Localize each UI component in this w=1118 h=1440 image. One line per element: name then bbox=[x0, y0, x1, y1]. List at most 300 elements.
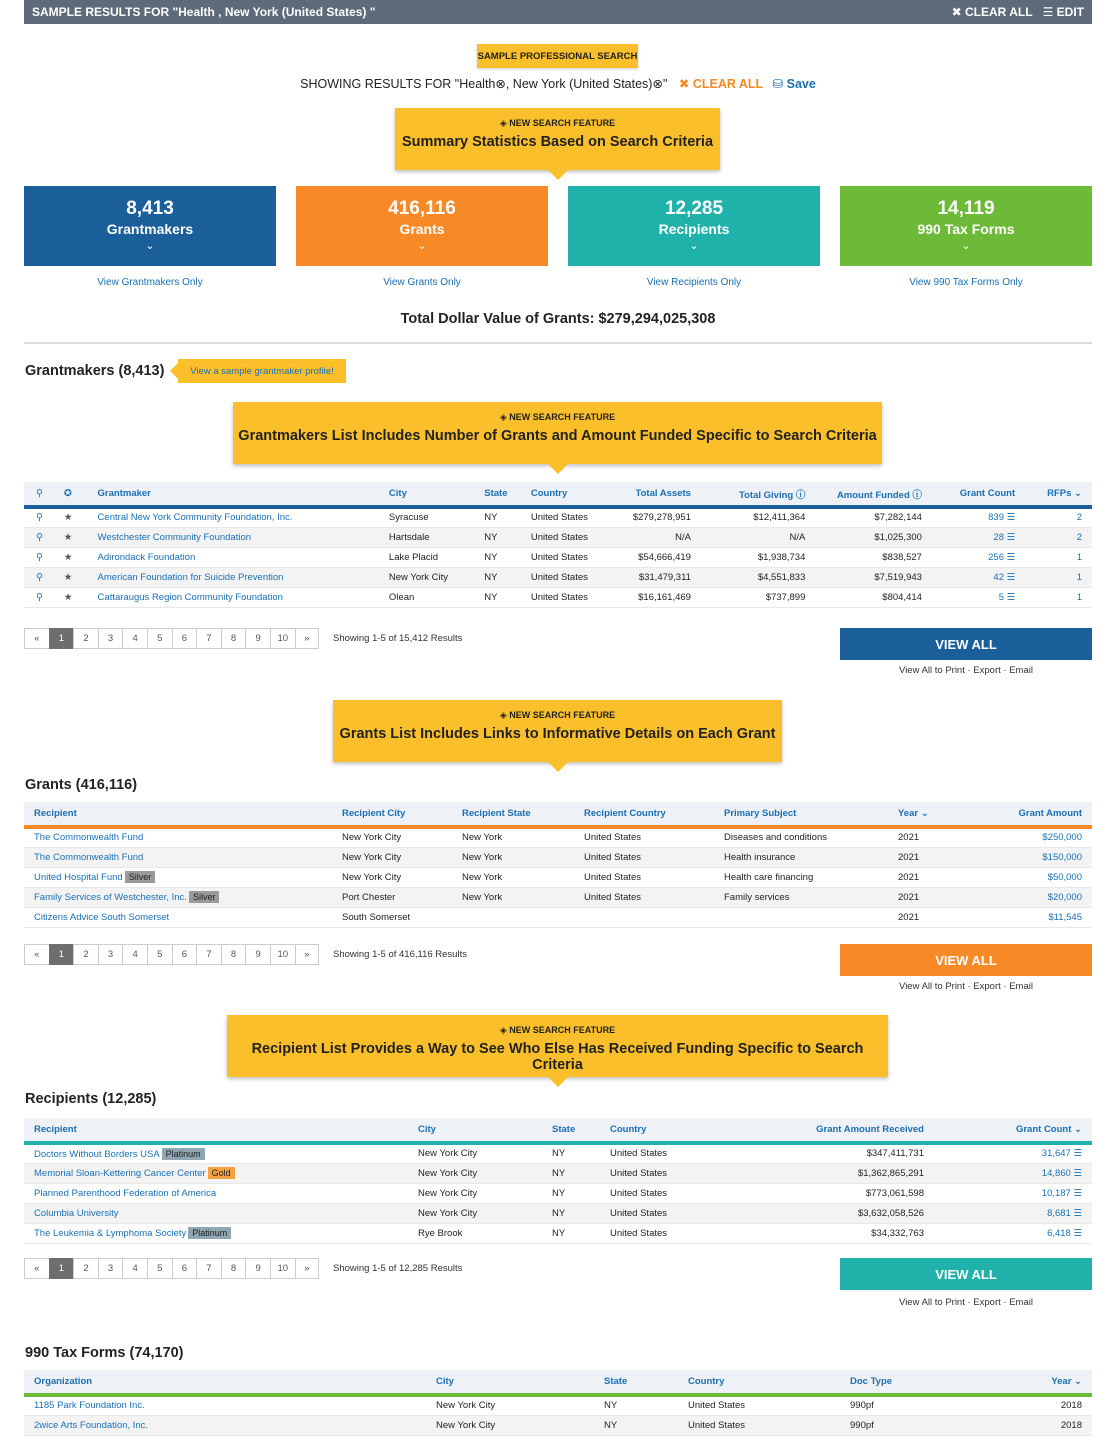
table-cell: $838,527 bbox=[815, 547, 932, 567]
table-cell: 2021 bbox=[888, 827, 958, 847]
pager-page[interactable]: 6 bbox=[172, 1258, 197, 1279]
grantmakers-section-title: Grantmakers (8,413) bbox=[25, 363, 165, 379]
grant-count-cell[interactable] bbox=[932, 527, 1025, 547]
star-icon[interactable]: ★ bbox=[58, 567, 88, 587]
pager-page[interactable]: 5 bbox=[147, 1258, 172, 1279]
recipient-link[interactable]: Doctors Without Borders USA bbox=[34, 1148, 160, 1160]
grant-amount-cell bbox=[958, 847, 1092, 867]
rfps-link[interactable]: 2 bbox=[1076, 512, 1082, 524]
col-grant-count[interactable]: Grant Count bbox=[932, 482, 1025, 507]
total-dollar-value: Total Dollar Value of Grants: $279,294,025,308 bbox=[400, 311, 716, 327]
grant-amount-link[interactable]: $20,000 bbox=[1047, 891, 1082, 903]
table-cell: NY bbox=[474, 587, 521, 607]
table-cell: Syracuse bbox=[379, 507, 474, 527]
table-cell: United States bbox=[521, 567, 616, 587]
table-cell: South Somerset bbox=[332, 907, 452, 927]
table-row bbox=[24, 1163, 1092, 1183]
grant-amount-link[interactable]: $11,545 bbox=[1048, 911, 1082, 923]
pager-page[interactable]: 2 bbox=[73, 628, 98, 649]
pager-next[interactable]: » bbox=[295, 628, 320, 649]
grant-count-link[interactable]: 839 bbox=[988, 512, 1004, 524]
organization-link[interactable]: 2wice Arts Foundation, Inc. bbox=[34, 1419, 149, 1431]
favorite-icon[interactable]: ✪ bbox=[58, 482, 88, 507]
stat-grantmakers[interactable] bbox=[24, 186, 276, 266]
callout-tag: NEW SEARCH FEATURE bbox=[509, 412, 616, 422]
grantmaker-link[interactable]: Cattaraugus Region Community Foundation bbox=[97, 591, 283, 603]
col-recipient-state[interactable]: Recipient State bbox=[452, 802, 574, 827]
table-cell: United States bbox=[600, 1143, 740, 1163]
recipient-link[interactable]: The Commonwealth Fund bbox=[34, 832, 144, 844]
table-cell: $3,632,058,526 bbox=[740, 1203, 934, 1223]
col-year-label: Year bbox=[898, 808, 919, 819]
table-cell: New York City bbox=[408, 1143, 542, 1163]
table-cell: 990pf bbox=[840, 1395, 990, 1415]
grantmaker-cell bbox=[88, 547, 379, 567]
table-cell: NY bbox=[594, 1415, 678, 1435]
table-cell: 2021 bbox=[888, 867, 958, 887]
table-row bbox=[24, 507, 1092, 527]
showing-mid: , New York (United States) bbox=[505, 77, 653, 91]
pager-page[interactable]: 7 bbox=[196, 944, 221, 965]
pager-page[interactable]: 3 bbox=[98, 628, 123, 649]
table-row bbox=[24, 567, 1092, 587]
pager-page[interactable]: 4 bbox=[122, 628, 147, 649]
grant-count-link[interactable]: 5 bbox=[998, 591, 1004, 603]
pager-page[interactable]: 10 bbox=[270, 944, 295, 965]
seal-badge[interactable]: Platinum bbox=[162, 1148, 205, 1160]
table-cell bbox=[452, 907, 574, 927]
results-header-title: SAMPLE RESULTS FOR "Health , New York (United States) " bbox=[32, 5, 376, 19]
table-cell: United States bbox=[574, 867, 714, 887]
feature-icon: ◈ bbox=[499, 118, 510, 128]
col-grant-count[interactable] bbox=[934, 1118, 1092, 1143]
remove-location-icon[interactable]: ⊗ bbox=[652, 77, 663, 91]
col-country[interactable]: Country bbox=[678, 1370, 840, 1395]
col-grantmaker[interactable]: Grantmaker bbox=[88, 482, 379, 507]
table-cell: 990pf bbox=[840, 1415, 990, 1435]
star-icon[interactable]: ★ bbox=[58, 507, 88, 527]
recipients-view-all-button[interactable]: VIEW ALL bbox=[840, 1258, 1092, 1290]
table-cell: United States bbox=[521, 527, 616, 547]
table-cell: N/A bbox=[616, 527, 701, 547]
grants-view-all-button[interactable]: VIEW ALL bbox=[840, 944, 1092, 976]
list-icon: ☰ bbox=[1070, 1148, 1082, 1160]
edit-button[interactable]: ☰ EDIT bbox=[1042, 5, 1084, 19]
sample-search-button[interactable]: SAMPLE PROFESSIONAL SEARCH bbox=[477, 44, 638, 68]
pager-page[interactable]: 7 bbox=[196, 1258, 221, 1279]
table-cell: 2018 bbox=[990, 1395, 1092, 1415]
pager-next[interactable]: » bbox=[295, 1258, 320, 1279]
callout-title: Grants List Includes Links to Informative Details on Each Grant bbox=[339, 726, 776, 742]
seal-badge[interactable]: Platinum bbox=[188, 1227, 231, 1239]
rfps-link[interactable]: 1 bbox=[1076, 551, 1082, 563]
table-row bbox=[24, 587, 1092, 607]
grantmakers-feature-callout bbox=[233, 402, 882, 464]
rfps-cell[interactable] bbox=[1025, 567, 1092, 587]
seal-badge[interactable]: Silver bbox=[189, 891, 220, 903]
table-cell: New York City bbox=[408, 1203, 542, 1223]
table-cell: New York City bbox=[332, 827, 452, 847]
grant-count-cell[interactable] bbox=[934, 1143, 1092, 1163]
grant-count-cell[interactable] bbox=[934, 1223, 1092, 1243]
grant-count-link[interactable]: 28 bbox=[993, 531, 1004, 543]
pager-page[interactable]: 3 bbox=[98, 1258, 123, 1279]
table-cell: United States bbox=[600, 1183, 740, 1203]
view-grants-only-link[interactable]: View Grants Only bbox=[383, 277, 461, 288]
table-cell: United States bbox=[521, 547, 616, 567]
organization-cell bbox=[24, 1395, 426, 1415]
list-icon: ☰ bbox=[1070, 1167, 1082, 1179]
pager-page[interactable]: 6 bbox=[172, 628, 197, 649]
col-recipient-city[interactable]: Recipient City bbox=[332, 802, 452, 827]
col-primary-subject[interactable]: Primary Subject bbox=[714, 802, 888, 827]
table-cell: United States bbox=[678, 1395, 840, 1415]
table-cell: $4,551,833 bbox=[701, 567, 815, 587]
results-header-bar bbox=[24, 0, 1092, 24]
pager-page[interactable]: 10 bbox=[270, 628, 295, 649]
pager-page[interactable]: 7 bbox=[196, 628, 221, 649]
table-cell: $54,666,419 bbox=[616, 547, 701, 567]
stat-number: 416,116 bbox=[388, 198, 456, 219]
col-organization[interactable]: Organization bbox=[24, 1370, 426, 1395]
grantmaker-link[interactable]: Westchester Community Foundation bbox=[97, 531, 252, 543]
table-cell: United States bbox=[600, 1203, 740, 1223]
table-cell: Olean bbox=[379, 587, 474, 607]
col-rfps[interactable] bbox=[1025, 482, 1092, 507]
col-recipient[interactable]: Recipient bbox=[24, 1118, 408, 1143]
callout-tag: NEW SEARCH FEATURE bbox=[509, 1025, 616, 1035]
recipient-link[interactable]: Planned Parenthood Federation of America bbox=[34, 1187, 217, 1199]
grants-section-title: Grants (416,116) bbox=[25, 777, 138, 793]
pager-prev[interactable]: « bbox=[24, 628, 49, 649]
view-tax-forms-only-link[interactable]: View 990 Tax Forms Only bbox=[909, 277, 1023, 288]
save-link[interactable] bbox=[773, 77, 816, 91]
recipient-cell bbox=[24, 827, 332, 847]
rfps-cell[interactable] bbox=[1025, 587, 1092, 607]
clear-all-link[interactable]: ✖ CLEAR ALL bbox=[678, 77, 764, 91]
table-cell: 2021 bbox=[888, 847, 958, 867]
grant-amount-link[interactable]: $250,000 bbox=[1042, 832, 1082, 844]
grantmakers-print-export-email[interactable]: View All to Print · Export · Email bbox=[899, 665, 1033, 676]
col-state[interactable]: State bbox=[542, 1118, 600, 1143]
grant-amount-cell bbox=[958, 907, 1092, 927]
rfps-link[interactable]: 1 bbox=[1076, 571, 1082, 583]
col-total-giving-label: Total Giving bbox=[739, 489, 794, 501]
recipient-link[interactable]: Citizens Advice South Somerset bbox=[34, 911, 170, 923]
pager-page[interactable]: 8 bbox=[221, 944, 246, 965]
recipients-feature-callout bbox=[227, 1015, 888, 1077]
grant-count-link[interactable]: 42 bbox=[993, 571, 1004, 583]
table-cell: $773,061,598 bbox=[740, 1183, 934, 1203]
table-cell: $1,025,300 bbox=[815, 527, 932, 547]
col-state[interactable]: State bbox=[594, 1370, 678, 1395]
grantmakers-view-all-button[interactable]: VIEW ALL bbox=[840, 628, 1092, 660]
star-icon[interactable]: ★ bbox=[58, 587, 88, 607]
col-recipient-country[interactable]: Recipient Country bbox=[574, 802, 714, 827]
track-icon[interactable]: ⚲ bbox=[24, 547, 58, 567]
table-cell: $737,899 bbox=[701, 587, 815, 607]
col-year[interactable] bbox=[888, 802, 958, 827]
pager-page[interactable]: 8 bbox=[221, 628, 246, 649]
callout-title: Grantmakers List Includes Number of Grants and Amount Funded Specific to Search Criteria bbox=[238, 428, 877, 444]
grant-count-cell[interactable] bbox=[932, 547, 1025, 567]
table-cell: NY bbox=[474, 547, 521, 567]
track-icon[interactable]: ⚲ bbox=[24, 507, 58, 527]
table-cell: NY bbox=[542, 1203, 600, 1223]
table-cell: Rye Brook bbox=[408, 1223, 542, 1243]
feature-icon: ◈ bbox=[499, 710, 510, 720]
table-cell bbox=[714, 907, 888, 927]
remove-health-icon[interactable]: ⊗ bbox=[495, 77, 506, 91]
callout-tag: NEW SEARCH FEATURE bbox=[509, 710, 616, 720]
table-cell: New York bbox=[452, 887, 574, 907]
pager-page[interactable]: 6 bbox=[172, 944, 197, 965]
pager-page[interactable]: 2 bbox=[73, 1258, 98, 1279]
table-cell: United States bbox=[574, 827, 714, 847]
recipients-section-title: Recipients (12,285) bbox=[25, 1091, 157, 1107]
grant-count-link[interactable]: 31,647 bbox=[1041, 1148, 1071, 1160]
col-grant-amount[interactable]: Grant Amount bbox=[958, 802, 1092, 827]
pager-page[interactable]: 3 bbox=[98, 944, 123, 965]
pager-page[interactable]: 2 bbox=[73, 944, 98, 965]
table-cell: New York City bbox=[332, 847, 452, 867]
callout-tag: NEW SEARCH FEATURE bbox=[509, 118, 616, 128]
pager-page[interactable]: 1 bbox=[49, 628, 74, 649]
stat-number: 12,285 bbox=[664, 198, 724, 219]
sample-profile-tip[interactable]: View a sample grantmaker profile! bbox=[178, 359, 346, 383]
recipient-link[interactable]: The Leukemia & Lymphoma Society bbox=[34, 1228, 187, 1239]
table-cell: NY bbox=[542, 1183, 600, 1203]
pager-page[interactable]: 5 bbox=[147, 944, 172, 965]
star-icon[interactable]: ★ bbox=[58, 547, 88, 567]
pager-page[interactable]: 4 bbox=[122, 944, 147, 965]
chevron-down-icon: ⌄ bbox=[1074, 488, 1082, 499]
grants-print-export-email[interactable]: View All to Print · Export · Email bbox=[899, 981, 1033, 992]
table-cell: New York City bbox=[426, 1415, 594, 1435]
table-row bbox=[24, 1143, 1092, 1163]
star-icon[interactable]: ★ bbox=[58, 527, 88, 547]
col-amount-funded-label: Amount Funded bbox=[836, 489, 910, 501]
seal-badge[interactable]: Gold bbox=[208, 1167, 235, 1179]
table-cell: $347,411,731 bbox=[740, 1143, 934, 1163]
col-city[interactable]: City bbox=[426, 1370, 594, 1395]
list-icon: ☰ bbox=[1004, 591, 1016, 603]
col-year[interactable] bbox=[990, 1370, 1092, 1395]
track-icon[interactable]: ⚲ bbox=[24, 587, 58, 607]
pager-page[interactable]: 4 bbox=[122, 1258, 147, 1279]
stat-recipients[interactable] bbox=[568, 186, 820, 266]
table-cell: Lake Placid bbox=[379, 547, 474, 567]
recipient-link[interactable]: The Commonwealth Fund bbox=[34, 851, 144, 863]
showing-prefix: SHOWING RESULTS FOR "Health bbox=[300, 77, 496, 91]
pager-page[interactable]: 1 bbox=[49, 1258, 74, 1279]
grantmaker-cell bbox=[88, 587, 379, 607]
table-cell: NY bbox=[542, 1143, 600, 1163]
table-row bbox=[24, 847, 1092, 867]
recipient-cell bbox=[24, 1143, 408, 1163]
table-row bbox=[24, 547, 1092, 567]
table-cell: NY bbox=[542, 1163, 600, 1183]
stat-label: Grants bbox=[399, 221, 445, 237]
recipients-print-export-email[interactable]: View All to Print · Export · Email bbox=[899, 1297, 1033, 1308]
view-recipients-only-link[interactable]: View Recipients Only bbox=[646, 277, 742, 288]
recipient-link[interactable]: United Hospital Fund bbox=[34, 872, 123, 883]
pager-page[interactable]: 10 bbox=[270, 1258, 295, 1279]
col-doc-type[interactable]: Doc Type bbox=[840, 1370, 990, 1395]
table-row bbox=[24, 1415, 1092, 1435]
rfps-cell[interactable] bbox=[1025, 547, 1092, 567]
table-cell: United States bbox=[600, 1163, 740, 1183]
col-total-assets[interactable]: Total Assets bbox=[616, 482, 701, 507]
grantmaker-link[interactable]: Central New York Community Foundation, Inc. bbox=[97, 512, 293, 524]
chevron-down-icon: ⌄ bbox=[145, 240, 155, 252]
feature-icon: ◈ bbox=[499, 412, 510, 422]
grant-amount-cell bbox=[958, 827, 1092, 847]
rfps-link[interactable]: 2 bbox=[1076, 531, 1082, 543]
grant-count-cell[interactable] bbox=[932, 567, 1025, 587]
organization-link[interactable]: 1185 Park Foundation Inc. bbox=[34, 1400, 145, 1412]
pager-page[interactable]: 8 bbox=[221, 1258, 246, 1279]
pager-page[interactable]: 9 bbox=[245, 944, 270, 965]
organization-cell bbox=[24, 1415, 426, 1435]
grant-count-cell[interactable] bbox=[932, 587, 1025, 607]
table-cell bbox=[574, 907, 714, 927]
pager-prev[interactable]: « bbox=[24, 1258, 49, 1279]
grantmakers-table bbox=[24, 482, 1092, 608]
recipient-cell bbox=[24, 1203, 408, 1223]
stat-label: Grantmakers bbox=[106, 221, 194, 237]
rfps-cell[interactable] bbox=[1025, 507, 1092, 527]
table-cell: New York City bbox=[408, 1163, 542, 1183]
stat-grants[interactable] bbox=[296, 186, 548, 266]
grant-amount-cell bbox=[958, 887, 1092, 907]
table-row bbox=[24, 527, 1092, 547]
col-country[interactable]: Country bbox=[600, 1118, 740, 1143]
list-icon: ☰ bbox=[1070, 1227, 1082, 1239]
help-icon[interactable]: ⓘ bbox=[912, 489, 922, 501]
pager-prev[interactable]: « bbox=[24, 944, 49, 965]
stat-number: 14,119 bbox=[937, 198, 995, 219]
divider bbox=[24, 342, 1092, 344]
table-cell: NY bbox=[594, 1395, 678, 1415]
chevron-down-icon: ⌄ bbox=[1074, 1124, 1082, 1135]
table-cell: $31,479,311 bbox=[616, 567, 701, 587]
col-state[interactable]: State bbox=[474, 482, 521, 507]
table-cell: N/A bbox=[701, 527, 815, 547]
table-cell: United States bbox=[521, 587, 616, 607]
pager-page[interactable]: 9 bbox=[245, 628, 270, 649]
col-total-giving[interactable] bbox=[701, 482, 815, 507]
table-row bbox=[24, 867, 1092, 887]
recipient-cell bbox=[24, 867, 332, 887]
col-amount-funded[interactable] bbox=[815, 482, 932, 507]
table-cell: $1,938,734 bbox=[701, 547, 815, 567]
rfps-cell[interactable] bbox=[1025, 527, 1092, 547]
grant-count-link[interactable]: 10,187 bbox=[1041, 1187, 1071, 1199]
grantmaker-link[interactable]: Adirondack Foundation bbox=[97, 551, 196, 563]
seal-badge[interactable]: Silver bbox=[125, 871, 156, 883]
stat-label: 990 Tax Forms bbox=[917, 221, 1015, 237]
recipient-cell bbox=[24, 847, 332, 867]
col-city[interactable]: City bbox=[408, 1118, 542, 1143]
table-cell: 2021 bbox=[888, 907, 958, 927]
table-cell: Diseases and conditions bbox=[714, 827, 888, 847]
track-icon[interactable]: ⚲ bbox=[24, 482, 58, 507]
grant-amount-link[interactable]: $150,000 bbox=[1042, 851, 1082, 863]
recipient-cell bbox=[24, 887, 332, 907]
grant-count-cell[interactable] bbox=[934, 1203, 1092, 1223]
table-cell: Health care financing bbox=[714, 867, 888, 887]
table-cell: $16,161,469 bbox=[616, 587, 701, 607]
table-row bbox=[24, 907, 1092, 927]
table-cell: United States bbox=[574, 847, 714, 867]
list-icon: ☰ bbox=[1070, 1187, 1082, 1199]
pager-page[interactable]: 9 bbox=[245, 1258, 270, 1279]
table-cell: New York bbox=[452, 847, 574, 867]
pager-page[interactable]: 1 bbox=[49, 944, 74, 965]
help-icon[interactable]: ⓘ bbox=[795, 489, 806, 501]
grants-pager bbox=[24, 944, 319, 965]
table-cell: $7,519,943 bbox=[815, 567, 932, 587]
showing-suffix: " bbox=[662, 77, 668, 91]
grant-count-cell[interactable] bbox=[932, 507, 1025, 527]
col-city[interactable]: City bbox=[379, 482, 474, 507]
pager-next[interactable]: » bbox=[295, 944, 320, 965]
callout-title: Summary Statistics Based on Search Criteria bbox=[401, 134, 714, 150]
clear-all-button[interactable]: ✖ CLEAR ALL bbox=[951, 5, 1033, 19]
col-rfps-label: RFPs bbox=[1047, 488, 1072, 499]
grant-count-cell[interactable] bbox=[934, 1183, 1092, 1203]
save-icon: ⛁ bbox=[772, 77, 787, 91]
table-cell: $804,414 bbox=[815, 587, 932, 607]
grant-count-link[interactable]: 6,418 bbox=[1047, 1227, 1071, 1239]
table-row bbox=[24, 1395, 1092, 1415]
grant-amount-link[interactable]: $50,000 bbox=[1047, 871, 1082, 883]
table-cell: New York City bbox=[408, 1183, 542, 1203]
grantmakers-results-count: Showing 1-5 of 15,412 Results bbox=[333, 633, 463, 644]
recipient-link[interactable]: Memorial Sloan-Kettering Cancer Center bbox=[34, 1168, 206, 1179]
view-grantmakers-only-link[interactable]: View Grantmakers Only bbox=[97, 277, 203, 288]
grantmaker-link[interactable]: American Foundation for Suicide Prevention bbox=[97, 571, 284, 583]
grants-feature-callout bbox=[333, 700, 782, 762]
pager-page[interactable]: 5 bbox=[147, 628, 172, 649]
table-cell: United States bbox=[600, 1223, 740, 1243]
grant-count-cell[interactable] bbox=[934, 1163, 1092, 1183]
table-row bbox=[24, 887, 1092, 907]
col-country[interactable]: Country bbox=[521, 482, 616, 507]
grant-count-link[interactable]: 8,681 bbox=[1047, 1207, 1071, 1219]
recipient-cell bbox=[24, 1163, 408, 1183]
col-grant-amount-received[interactable]: Grant Amount Received bbox=[740, 1118, 934, 1143]
track-icon[interactable]: ⚲ bbox=[24, 567, 58, 587]
recipient-link[interactable]: Columbia University bbox=[34, 1207, 119, 1219]
table-cell: $12,411,364 bbox=[701, 507, 815, 527]
rfps-link[interactable]: 1 bbox=[1076, 591, 1082, 603]
track-icon[interactable]: ⚲ bbox=[24, 527, 58, 547]
stat-tax-forms[interactable] bbox=[840, 186, 1092, 266]
list-icon: ☰ bbox=[1070, 1207, 1082, 1219]
grantmakers-pager bbox=[24, 628, 319, 649]
grantmaker-cell bbox=[88, 507, 379, 527]
list-icon: ☰ bbox=[1004, 531, 1016, 543]
recipient-link[interactable]: Family Services of Westchester, Inc. bbox=[34, 892, 187, 903]
grant-count-link[interactable]: 14,860 bbox=[1041, 1167, 1071, 1179]
col-recipient[interactable]: Recipient bbox=[24, 802, 332, 827]
table-cell: $1,362,865,291 bbox=[740, 1163, 934, 1183]
table-cell: $279,278,951 bbox=[616, 507, 701, 527]
grant-count-link[interactable]: 256 bbox=[988, 551, 1004, 563]
table-cell: 2021 bbox=[888, 887, 958, 907]
